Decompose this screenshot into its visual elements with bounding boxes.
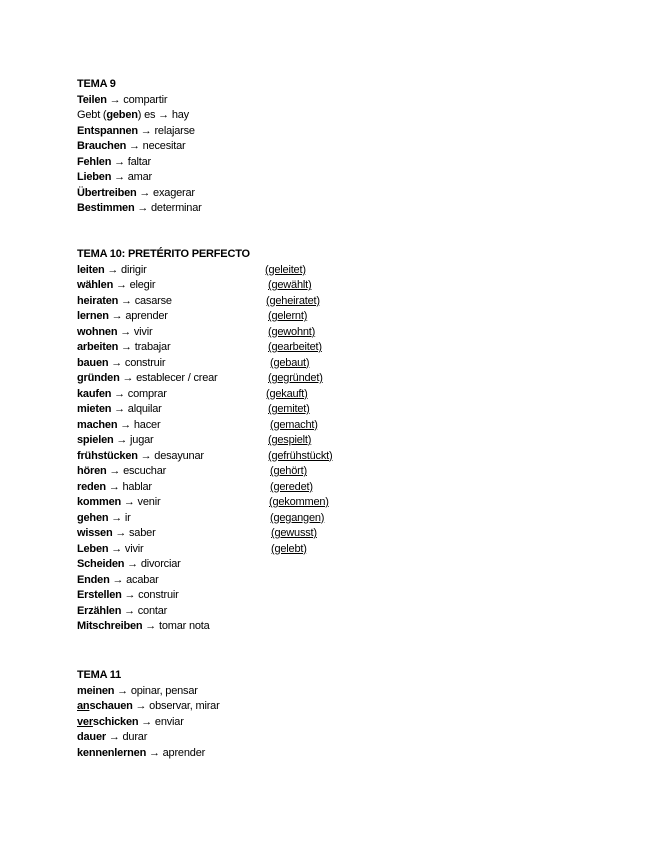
vocab-row bbox=[77, 139, 186, 154]
vocab-row bbox=[77, 93, 167, 108]
prefix-text: Gebt ( bbox=[77, 109, 107, 121]
vocab-row bbox=[77, 294, 172, 309]
translation: → construir bbox=[121, 589, 179, 601]
translation: → relajarse bbox=[137, 124, 195, 137]
vocab-row bbox=[77, 186, 195, 201]
german-word: kaufen bbox=[77, 387, 112, 400]
participle: (geleitet) bbox=[265, 263, 306, 276]
participle: (gewählt) bbox=[268, 279, 312, 291]
vocab-row bbox=[77, 542, 143, 557]
translation: → alquilar bbox=[111, 403, 162, 415]
vocab-row bbox=[77, 604, 167, 619]
german-word: Brauchen bbox=[77, 140, 127, 152]
section-title: TEMA 9 bbox=[77, 78, 116, 90]
german-word: Erzählen bbox=[77, 604, 122, 617]
translation: → divorciar bbox=[124, 558, 181, 570]
translation: → faltar bbox=[111, 155, 152, 168]
vocab-row bbox=[77, 170, 152, 185]
vocab-row bbox=[77, 526, 156, 541]
participle: (gewusst) bbox=[271, 527, 317, 539]
vocab-row bbox=[77, 746, 205, 761]
vocab-row bbox=[77, 309, 168, 324]
participle: (gehört) bbox=[270, 465, 307, 477]
translation: → tomar nota bbox=[142, 620, 210, 632]
german-word: schicken bbox=[92, 715, 139, 728]
vocab-row bbox=[77, 263, 147, 278]
german-word: dauer bbox=[77, 731, 106, 743]
german-word: wohnen bbox=[77, 325, 118, 338]
german-word: mieten bbox=[77, 403, 112, 415]
participle: (gearbeitet) bbox=[268, 341, 322, 353]
translation: → dirigir bbox=[104, 263, 147, 276]
vocab-row bbox=[77, 449, 204, 464]
vocab-row bbox=[77, 402, 162, 417]
translation: → observar, mirar bbox=[132, 700, 220, 712]
german-word: meinen bbox=[77, 684, 115, 697]
translation: → construir bbox=[108, 356, 166, 369]
german-word: kommen bbox=[77, 496, 122, 508]
translation: → establecer / crear bbox=[119, 372, 218, 384]
participle: (gemacht) bbox=[270, 418, 318, 431]
participle: (gegangen) bbox=[270, 511, 325, 524]
german-word: Übertreiben bbox=[77, 186, 137, 199]
vocab-row bbox=[77, 387, 167, 402]
translation: → exagerar bbox=[136, 186, 195, 199]
translation: → determinar bbox=[134, 202, 202, 214]
translation: ) es → hay bbox=[137, 109, 189, 121]
participle: (geredet) bbox=[270, 480, 313, 493]
german-word: Teilen bbox=[77, 93, 107, 106]
german-word: lernen bbox=[77, 310, 109, 322]
translation: → desayunar bbox=[137, 449, 204, 462]
german-word: hören bbox=[77, 465, 107, 477]
participle: (gegründet) bbox=[268, 372, 323, 384]
german-word: schauen bbox=[89, 700, 133, 712]
translation: → saber bbox=[112, 527, 156, 539]
german-word: Fehlen bbox=[77, 155, 112, 168]
vocab-row bbox=[77, 325, 152, 340]
vocab-row bbox=[77, 278, 155, 293]
translation: → casarse bbox=[118, 294, 172, 307]
translation: → enviar bbox=[138, 715, 184, 728]
vocab-row bbox=[77, 715, 184, 730]
section-title: TEMA 11 bbox=[77, 669, 122, 681]
german-word: Lieben bbox=[77, 171, 112, 183]
german-word: spielen bbox=[77, 434, 114, 446]
translation: → venir bbox=[121, 496, 161, 508]
vocab-row bbox=[77, 480, 152, 495]
german-word: kennenlernen bbox=[77, 746, 147, 759]
translation: → contar bbox=[121, 604, 168, 617]
german-word: Erstellen bbox=[77, 589, 122, 601]
participle: (gebaut) bbox=[270, 356, 310, 369]
translation: → aprender bbox=[146, 746, 206, 759]
separable-prefix: ver bbox=[77, 715, 93, 728]
participle: (gewohnt) bbox=[268, 325, 316, 338]
vocab-row bbox=[77, 418, 160, 433]
vocab-row bbox=[77, 155, 151, 170]
german-word: Mitschreiben bbox=[77, 620, 143, 632]
translation: → opinar, pensar bbox=[114, 684, 198, 697]
translation: → compartir bbox=[106, 93, 168, 106]
vocab-row bbox=[77, 573, 159, 588]
german-word: bauen bbox=[77, 356, 109, 369]
vocab-row bbox=[77, 433, 154, 448]
translation: → trabajar bbox=[118, 341, 171, 353]
participle: (gefrühstückt) bbox=[268, 449, 333, 462]
participle: (gekommen) bbox=[269, 496, 329, 508]
translation: → jugar bbox=[113, 434, 154, 446]
translation: → hacer bbox=[117, 418, 161, 431]
german-word: wählen bbox=[77, 279, 114, 291]
translation: → hablar bbox=[105, 480, 152, 493]
translation: → necesitar bbox=[126, 140, 186, 152]
participle: (gemitet) bbox=[268, 403, 310, 415]
participle: (geheiratet) bbox=[266, 294, 320, 307]
separable-prefix: an bbox=[77, 700, 90, 712]
translation: → acabar bbox=[109, 573, 159, 586]
vocab-row bbox=[77, 464, 166, 479]
german-word: gehen bbox=[77, 511, 109, 524]
vocab-row bbox=[77, 511, 131, 526]
translation: → ir bbox=[108, 511, 131, 524]
vocab-row bbox=[77, 588, 179, 603]
german-word: heiraten bbox=[77, 294, 119, 307]
translation: → aprender bbox=[108, 310, 168, 322]
translation: → comprar bbox=[111, 387, 167, 400]
german-word: Entspannen bbox=[77, 124, 138, 137]
german-word: machen bbox=[77, 418, 118, 431]
german-word: Scheiden bbox=[77, 558, 125, 570]
german-word: gründen bbox=[77, 372, 120, 384]
vocab-row bbox=[77, 108, 189, 123]
translation: → vivir bbox=[108, 542, 144, 555]
german-word: geben bbox=[106, 109, 138, 121]
vocab-row bbox=[77, 684, 198, 699]
german-word: wissen bbox=[77, 527, 113, 539]
participle: (gelebt) bbox=[271, 542, 307, 555]
vocab-row bbox=[77, 340, 170, 355]
participle: (gelernt) bbox=[268, 310, 308, 322]
translation: → elegir bbox=[113, 279, 156, 291]
vocab-row bbox=[77, 699, 220, 714]
section-title: TEMA 10: PRETÉRITO PERFECTO bbox=[77, 248, 250, 260]
german-word: Leben bbox=[77, 542, 109, 555]
german-word: frühstücken bbox=[77, 449, 138, 462]
translation: → durar bbox=[105, 731, 148, 743]
participle: (gespielt) bbox=[268, 434, 312, 446]
participle: (gekauft) bbox=[266, 387, 308, 400]
german-word: Enden bbox=[77, 573, 110, 586]
german-word: Bestimmen bbox=[77, 202, 135, 214]
vocab-row bbox=[77, 619, 210, 634]
german-word: leiten bbox=[77, 263, 105, 276]
vocab-row bbox=[77, 730, 147, 745]
vocab-row bbox=[77, 124, 195, 139]
translation: → vivir bbox=[117, 325, 153, 338]
german-word: reden bbox=[77, 480, 106, 493]
translation: → amar bbox=[111, 171, 153, 183]
translation: → escuchar bbox=[106, 465, 167, 477]
vocab-row bbox=[77, 371, 218, 386]
german-word: arbeiten bbox=[77, 341, 119, 353]
vocab-row bbox=[77, 356, 165, 371]
vocab-row bbox=[77, 201, 202, 216]
vocab-row bbox=[77, 495, 160, 510]
vocab-row bbox=[77, 557, 181, 572]
